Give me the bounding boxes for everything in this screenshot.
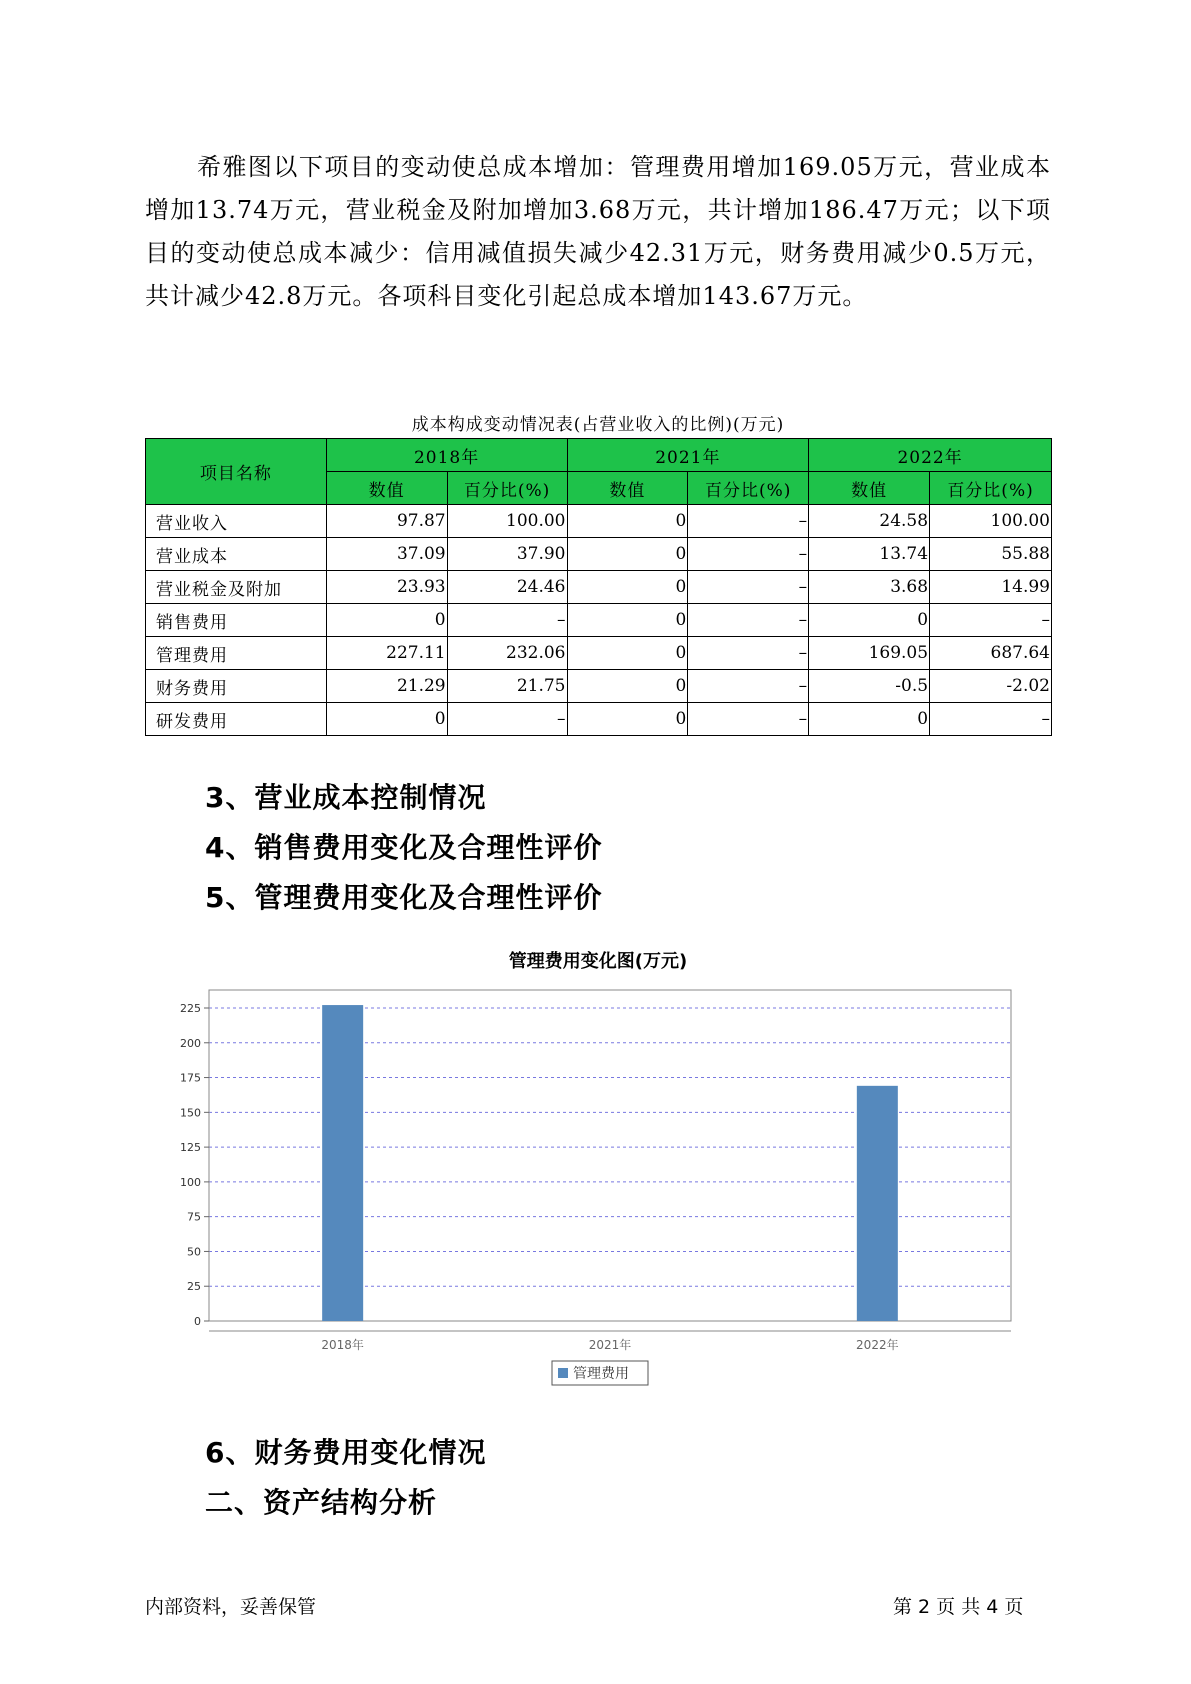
table-cell: -2.02 [930,670,1052,703]
table-cell: – [688,538,809,571]
table-cell: 24.46 [447,571,567,604]
admin-expense-bar-chart [145,980,1035,1390]
table-cell: – [447,604,567,637]
table-cell: 687.64 [930,637,1052,670]
row-name: 研发费用 [146,703,327,736]
table-cell: 227.11 [326,637,447,670]
table-cell: – [688,604,809,637]
table-cell: 0 [567,604,688,637]
header-percent: 百分比(%) [447,472,567,505]
header-value: 数值 [326,472,447,505]
y-tick-label: 200 [180,1036,201,1050]
table-row [146,505,1052,538]
header-percent: 百分比(%) [688,472,809,505]
header-year-2018: 2018年 [326,439,567,472]
y-tick-label: 50 [187,1245,201,1259]
x-tick-label: 2018年 [321,1338,364,1352]
row-name: 营业税金及附加 [146,571,327,604]
table-cell: – [930,604,1052,637]
chart-title: 管理费用变化图(万元) [508,951,688,972]
table-cell: 3.68 [809,571,930,604]
table-row [146,670,1052,703]
table-cell: 37.09 [326,538,447,571]
y-tick-labels [180,1002,209,1328]
heading-financial-expense: 6、财务费用变化情况 [205,1436,487,1469]
footer-confidential: 内部资料，妥善保管 [145,1596,317,1618]
table-cell: – [930,703,1052,736]
y-tick-label: 175 [180,1071,201,1085]
table-cell: 100.00 [930,505,1052,538]
heading-asset-structure: 二、资产结构分析 [205,1486,438,1519]
table-cell: 0 [567,637,688,670]
bar [322,1005,363,1321]
y-tick-label: 100 [180,1175,201,1189]
y-tick-label: 150 [180,1106,201,1120]
x-tick-label: 2021年 [588,1338,632,1352]
y-tick-label: 0 [194,1315,201,1328]
x-tick-label: 2022年 [856,1338,899,1352]
cost-structure-table [145,438,1052,736]
header-value: 数值 [567,472,688,505]
table-cell: – [447,703,567,736]
table-cell: 23.93 [326,571,447,604]
table-cell: 0 [567,505,688,538]
table-row [146,703,1052,736]
table-cell: 0 [326,604,447,637]
table-caption: 成本构成变动情况表(占营业收入的比例)(万元) [411,415,785,435]
header-item-name: 项目名称 [146,439,327,505]
x-tick-labels [321,1337,898,1352]
chart-bars [322,1005,898,1321]
heading-operating-cost: 3、营业成本控制情况 [205,781,487,814]
heading-sales-expense: 4、销售费用变化及合理性评价 [205,831,603,864]
table-cell: 0 [567,571,688,604]
legend-swatch [558,1368,568,1378]
table-cell: 55.88 [930,538,1052,571]
table-cell: 37.90 [447,538,567,571]
table-cell: 0 [809,604,930,637]
y-tick-label: 75 [187,1210,201,1224]
table-row [146,571,1052,604]
header-year-2022: 2022年 [809,439,1052,472]
header-percent: 百分比(%) [930,472,1052,505]
y-tick-label: 225 [180,1002,201,1015]
table-cell: 0 [567,670,688,703]
row-name: 财务费用 [146,670,327,703]
table-cell: 0 [809,703,930,736]
row-name: 管理费用 [146,637,327,670]
header-value: 数值 [809,472,930,505]
table-cell: – [688,637,809,670]
table-cell: – [688,670,809,703]
table-cell: 21.75 [447,670,567,703]
table-cell: 13.74 [809,538,930,571]
table-cell: 97.87 [326,505,447,538]
table-row [146,604,1052,637]
table-cell: -0.5 [809,670,930,703]
heading-admin-expense: 5、管理费用变化及合理性评价 [205,881,603,914]
footer-page-number: 第 2 页 共 4 页 [893,1596,1024,1618]
table-cell: – [688,703,809,736]
table-cell: 14.99 [930,571,1052,604]
row-name: 销售费用 [146,604,327,637]
summary-paragraph: 希雅图以下项目的变动使总成本增加：管理费用增加169.05万元，营业成本增加13.74万元，营业税金及附加增加3.68万元，共计增加186.47万元；以下项目的变动使总成本减少：信用减值损失减少42.31万元，财务费用减少0.5万元，共计减少42.8万元。各项科目变化引起总成本增加143.67万元。 [145,153,1051,310]
table-row [146,538,1052,571]
table-cell: – [688,505,809,538]
legend-label: 管理费用 [573,1366,629,1382]
y-tick-label: 125 [180,1141,201,1155]
bar [857,1086,898,1321]
header-year-2021: 2021年 [567,439,809,472]
table-cell: 21.29 [326,670,447,703]
table-cell: 24.58 [809,505,930,538]
row-name: 营业成本 [146,538,327,571]
table-cell: 0 [326,703,447,736]
table-cell: 0 [567,703,688,736]
table-cell: 232.06 [447,637,567,670]
table-cell: 169.05 [809,637,930,670]
y-tick-label: 25 [187,1280,201,1294]
table-cell: 0 [567,538,688,571]
chart-legend [552,1361,648,1385]
table-cell: – [688,571,809,604]
table-cell: 100.00 [447,505,567,538]
row-name: 营业收入 [146,505,327,538]
table-row [146,637,1052,670]
